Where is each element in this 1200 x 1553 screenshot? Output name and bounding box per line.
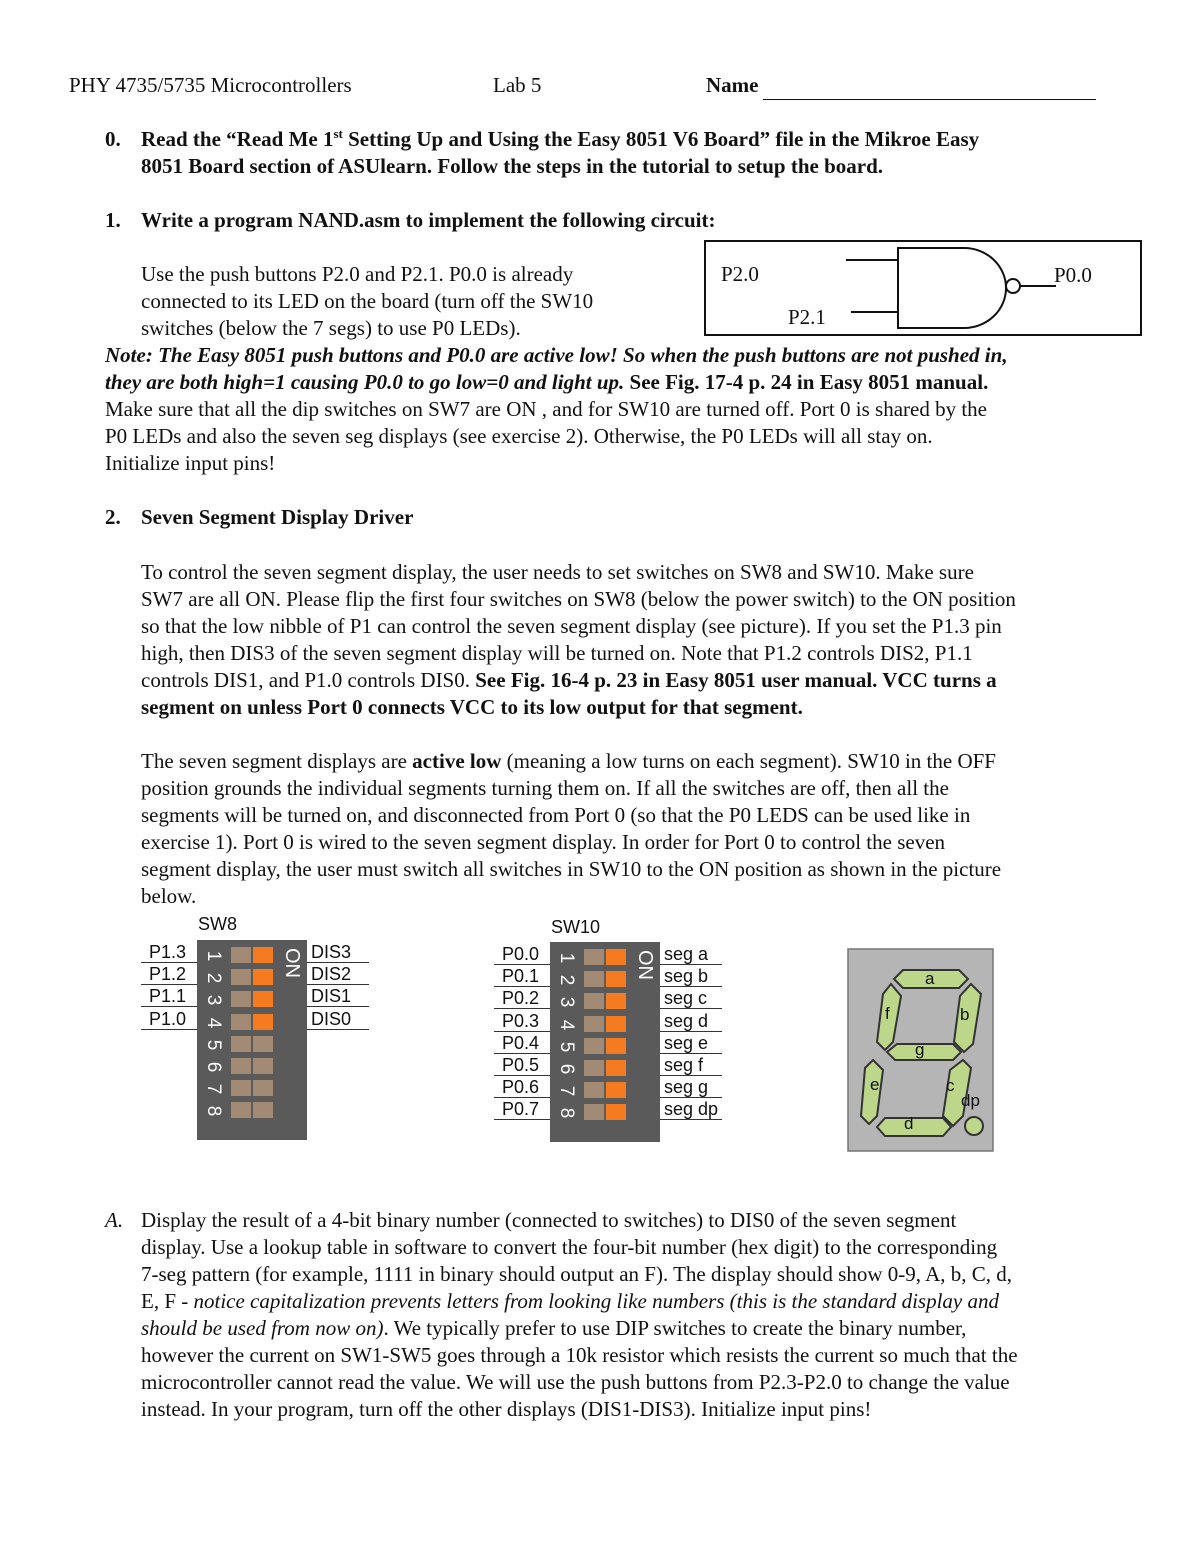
output-wire bbox=[660, 1075, 722, 1076]
item1-number: 1. bbox=[105, 208, 121, 232]
output-wire bbox=[307, 984, 369, 985]
switch-number: 3 bbox=[203, 995, 224, 1006]
nand-circuit-diagram bbox=[704, 240, 1142, 336]
output-label: DIS2 bbox=[311, 964, 352, 985]
output-label: seg b bbox=[664, 966, 709, 987]
pin-wire bbox=[494, 1075, 550, 1076]
itemA-number: A. bbox=[105, 1208, 124, 1232]
itemA-line: instead. In your program, turn off the other displays (DIS1-DIS3). Initialize input pins! bbox=[141, 1397, 872, 1421]
switch-off-side bbox=[231, 1080, 251, 1096]
sw10-title: SW10 bbox=[551, 917, 601, 937]
item1-body-line: Use the push buttons P2.0 and P2.1. P0.0 is already bbox=[141, 262, 574, 286]
pin-label: P0.4 bbox=[502, 1032, 540, 1053]
switch-toggle[interactable] bbox=[606, 949, 626, 965]
itemA-line: Display the result of a 4-bit binary number (connected to switches) to DIS0 of the seven segment bbox=[141, 1208, 957, 1232]
switch-off-side bbox=[231, 1036, 251, 1052]
name-blank-line[interactable] bbox=[763, 99, 1096, 100]
switch-number: 3 bbox=[556, 997, 577, 1008]
switch-toggle[interactable] bbox=[606, 1038, 626, 1054]
itemA-line: display. Use a lookup table in software to convert the four-bit number (hex digit) to the corresponding bbox=[141, 1235, 998, 1259]
output-wire bbox=[660, 986, 722, 987]
circuit-input2-label: P2.1 bbox=[788, 305, 826, 329]
output-label: seg d bbox=[664, 1010, 709, 1031]
output-label: seg e bbox=[664, 1032, 709, 1053]
switch-off-side bbox=[231, 1014, 251, 1030]
item2-para1-line: high, then DIS3 of the seven segment display will be turned on. Note that P1.2 controls DIS2, P1.1 bbox=[141, 641, 973, 665]
output-wire bbox=[307, 962, 369, 963]
switch-off-side bbox=[231, 1102, 251, 1118]
item1-rest-line: Initialize input pins! bbox=[105, 451, 276, 475]
pin-wire bbox=[494, 1053, 550, 1054]
switch-off-side bbox=[584, 1082, 604, 1098]
segment-dp bbox=[965, 1117, 983, 1135]
output-label: seg f bbox=[664, 1055, 704, 1075]
switch-number: 6 bbox=[556, 1063, 577, 1075]
switch-number: 7 bbox=[203, 1083, 224, 1095]
sw8-on-label: ON bbox=[281, 948, 303, 978]
lab-number: Lab 5 bbox=[493, 73, 542, 97]
switch-off-side bbox=[584, 1104, 604, 1120]
switch-toggle[interactable] bbox=[606, 1104, 626, 1120]
item1-rest-line: P0 LEDs and also the seven seg displays (see exercise 2). Otherwise, the P0 LEDs will all stay on. bbox=[105, 424, 933, 448]
pin-wire bbox=[494, 1097, 550, 1098]
switch-toggle[interactable] bbox=[253, 1014, 273, 1030]
output-label: seg a bbox=[664, 944, 709, 964]
switch-off-side bbox=[584, 971, 604, 987]
pin-wire bbox=[494, 964, 550, 965]
item1-body-line: connected to its LED on the board (turn off the SW10 bbox=[141, 289, 594, 313]
pin-label: P0.0 bbox=[502, 944, 540, 964]
switch-toggle[interactable] bbox=[606, 1016, 626, 1032]
switch-toggle[interactable] bbox=[606, 1060, 626, 1076]
switch-toggle[interactable] bbox=[606, 1082, 626, 1098]
segment-d-label: d bbox=[904, 1114, 914, 1133]
switch-number: 8 bbox=[556, 1108, 577, 1119]
item1-title: Write a program NAND.asm to implement the following circuit: bbox=[141, 208, 716, 232]
sw10-dip-switch-figure bbox=[494, 912, 744, 1144]
segment-d bbox=[877, 1118, 951, 1136]
itemA-line4: E, F - notice capitalization prevents letters from looking like numbers (this is the standard display and bbox=[141, 1289, 999, 1313]
item2-title: Seven Segment Display Driver bbox=[141, 505, 414, 529]
item1-body-line: switches (below the 7 segs) to use P0 LEDs). bbox=[141, 316, 521, 340]
switch-number: 5 bbox=[203, 1039, 224, 1051]
switch-off-side bbox=[584, 1038, 604, 1054]
seven-segment-display-figure bbox=[847, 948, 994, 1152]
item2-para2-line1: The seven segment displays are active low (meaning a low turns on each segment). SW10 in the OFF bbox=[141, 749, 996, 773]
sw8-title: SW8 bbox=[198, 914, 238, 934]
output-wire bbox=[660, 1031, 722, 1032]
pin-label: P1.1 bbox=[149, 986, 187, 1007]
switch-toggle[interactable] bbox=[253, 1058, 273, 1074]
switch-number: 2 bbox=[556, 974, 577, 986]
itemA-line5: should be used from now on). We typically prefer to use DIP switches to create the binary number, bbox=[141, 1316, 967, 1340]
segment-dp-label: dp bbox=[961, 1091, 980, 1110]
pin-label: P0.7 bbox=[502, 1099, 540, 1120]
switch-toggle[interactable] bbox=[606, 971, 626, 987]
segment-e-label: e bbox=[870, 1075, 880, 1094]
pin-label: P1.3 bbox=[149, 942, 187, 962]
pin-wire bbox=[494, 1119, 550, 1120]
sw10-on-label: ON bbox=[634, 950, 656, 980]
switch-toggle[interactable] bbox=[253, 1102, 273, 1118]
switch-number: 7 bbox=[556, 1085, 577, 1097]
switch-toggle[interactable] bbox=[253, 991, 273, 1007]
switch-off-side bbox=[584, 993, 604, 1009]
pin-label: P1.2 bbox=[149, 964, 187, 985]
switch-off-side bbox=[231, 1058, 251, 1074]
item2-para1-line: SW7 are all ON. Please flip the first four switches on SW8 (below the power switch) to the ON position bbox=[141, 587, 1016, 611]
output-wire bbox=[660, 1053, 722, 1054]
item0-line2: 8051 Board section of ASUlearn. Follow the steps in the tutorial to setup the board. bbox=[141, 154, 883, 178]
item2-para1-line: so that the low nibble of P1 can control the seven segment display (see picture). If you set the P1.3 pin bbox=[141, 614, 1002, 638]
switch-toggle[interactable] bbox=[253, 1080, 273, 1096]
pin-label: P0.1 bbox=[502, 966, 540, 987]
item2-para2-line: exercise 1). Port 0 is wired to the seven segment display. In order for Port 0 to control the seven bbox=[141, 830, 946, 854]
output-wire bbox=[660, 1008, 722, 1009]
switch-off-side bbox=[584, 1016, 604, 1032]
pin-wire bbox=[141, 984, 197, 985]
pin-label: P0.3 bbox=[502, 1010, 540, 1031]
switch-off-side bbox=[231, 947, 251, 963]
pin-label: P1.0 bbox=[149, 1008, 187, 1029]
item1-note-line1: Note: The Easy 8051 push buttons and P0.0 are active low! So when the push buttons are not pushed in, bbox=[105, 343, 1008, 367]
course-title: PHY 4735/5735 Microcontrollers bbox=[69, 73, 352, 97]
circuit-input1-label: P2.0 bbox=[721, 262, 759, 286]
pin-wire bbox=[494, 986, 550, 987]
switch-toggle[interactable] bbox=[253, 969, 273, 985]
segment-b-label: b bbox=[960, 1005, 970, 1024]
circuit-output-label: P0.0 bbox=[1054, 263, 1092, 287]
name-label: Name bbox=[706, 73, 759, 97]
segment-f-label: f bbox=[885, 1004, 890, 1023]
item2-para2-line: segment display, the user must switch all switches in SW10 to the ON position as shown in the picture bbox=[141, 857, 1002, 881]
item2-para2-line: below. bbox=[141, 884, 197, 908]
item2-para1-line: To control the seven segment display, the user needs to set switches on SW8 and SW10. Make sure bbox=[141, 560, 974, 584]
nand-gate-body bbox=[898, 248, 1006, 328]
segment-a-label: a bbox=[925, 969, 935, 988]
pin-wire bbox=[141, 962, 197, 963]
pin-wire bbox=[494, 1031, 550, 1032]
pin-wire bbox=[141, 1029, 197, 1030]
switch-number: 1 bbox=[556, 952, 577, 964]
itemA-line: however the current on SW1-SW5 goes through a 10k resistor which resists the current so much that the bbox=[141, 1343, 1018, 1367]
item2-para2-line: position grounds the individual segments turning them on. If all the switches are off, then all the bbox=[141, 776, 949, 800]
switch-number: 4 bbox=[203, 1017, 224, 1028]
switch-number: 6 bbox=[203, 1061, 224, 1073]
item1-note-line2: they are both high=1 causing P0.0 to go low=0 and light up. See Fig. 17-4 p. 24 in Easy 8051 manual. bbox=[105, 370, 989, 394]
pin-label: P0.6 bbox=[502, 1077, 540, 1098]
switch-off-side bbox=[231, 991, 251, 1007]
output-label: seg c bbox=[664, 988, 708, 1009]
pin-label: P0.2 bbox=[502, 988, 540, 1009]
item2-para1-line5: controls DIS1, and P1.0 controls DIS0. See Fig. 16-4 p. 23 in Easy 8051 user manual. VCC turns a bbox=[141, 668, 997, 692]
item2-para1-line6: segment on unless Port 0 connects VCC to its low output for that segment. bbox=[141, 695, 803, 719]
switch-number: 4 bbox=[556, 1019, 577, 1030]
sw8-dip-switch-figure bbox=[138, 912, 378, 1144]
item0-line1: Read the “Read Me 1st Setting Up and Using the Easy 8051 V6 Board” file in the Mikroe Easy bbox=[141, 126, 980, 151]
item2-para2-line: segments will be turned on, and disconnected from Port 0 (so that the P0 LEDS can be used like in bbox=[141, 803, 971, 827]
pin-label: P0.5 bbox=[502, 1055, 540, 1075]
switch-number: 5 bbox=[556, 1041, 577, 1053]
output-wire bbox=[660, 1097, 722, 1098]
output-wire bbox=[307, 1006, 369, 1007]
output-wire bbox=[660, 1119, 722, 1120]
switch-toggle[interactable] bbox=[606, 993, 626, 1009]
switch-number: 8 bbox=[203, 1106, 224, 1117]
pin-wire bbox=[141, 1006, 197, 1007]
switch-number: 2 bbox=[203, 972, 224, 984]
output-wire bbox=[307, 1029, 369, 1030]
switch-number: 1 bbox=[203, 950, 224, 962]
item2-number: 2. bbox=[105, 505, 121, 529]
switch-off-side bbox=[584, 1060, 604, 1076]
item0-number: 0. bbox=[105, 127, 121, 151]
segment-c-label: c bbox=[946, 1076, 955, 1095]
switch-toggle[interactable] bbox=[253, 1036, 273, 1052]
output-label: DIS1 bbox=[311, 986, 352, 1007]
output-wire bbox=[660, 964, 722, 965]
item1-rest-line: Make sure that all the dip switches on SW7 are ON , and for SW10 are turned off. Port 0 is shared by the bbox=[105, 397, 987, 421]
output-label: seg g bbox=[664, 1077, 709, 1098]
itemA-line: 7-seg pattern (for example, 1111 in binary should output an F). The display should show 0-9, A, b, C, d, bbox=[141, 1262, 1012, 1286]
output-label: DIS0 bbox=[311, 1008, 352, 1029]
inversion-bubble bbox=[1006, 279, 1020, 293]
switch-toggle[interactable] bbox=[253, 947, 273, 963]
output-label: seg dp bbox=[664, 1099, 719, 1120]
segment-g-label: g bbox=[915, 1040, 925, 1059]
switch-off-side bbox=[231, 969, 251, 985]
pin-wire bbox=[494, 1008, 550, 1009]
output-label: DIS3 bbox=[311, 942, 352, 962]
itemA-line: microcontroller cannot read the value. We will use the push buttons from P2.3-P2.0 to change the value bbox=[141, 1370, 1010, 1394]
switch-off-side bbox=[584, 949, 604, 965]
